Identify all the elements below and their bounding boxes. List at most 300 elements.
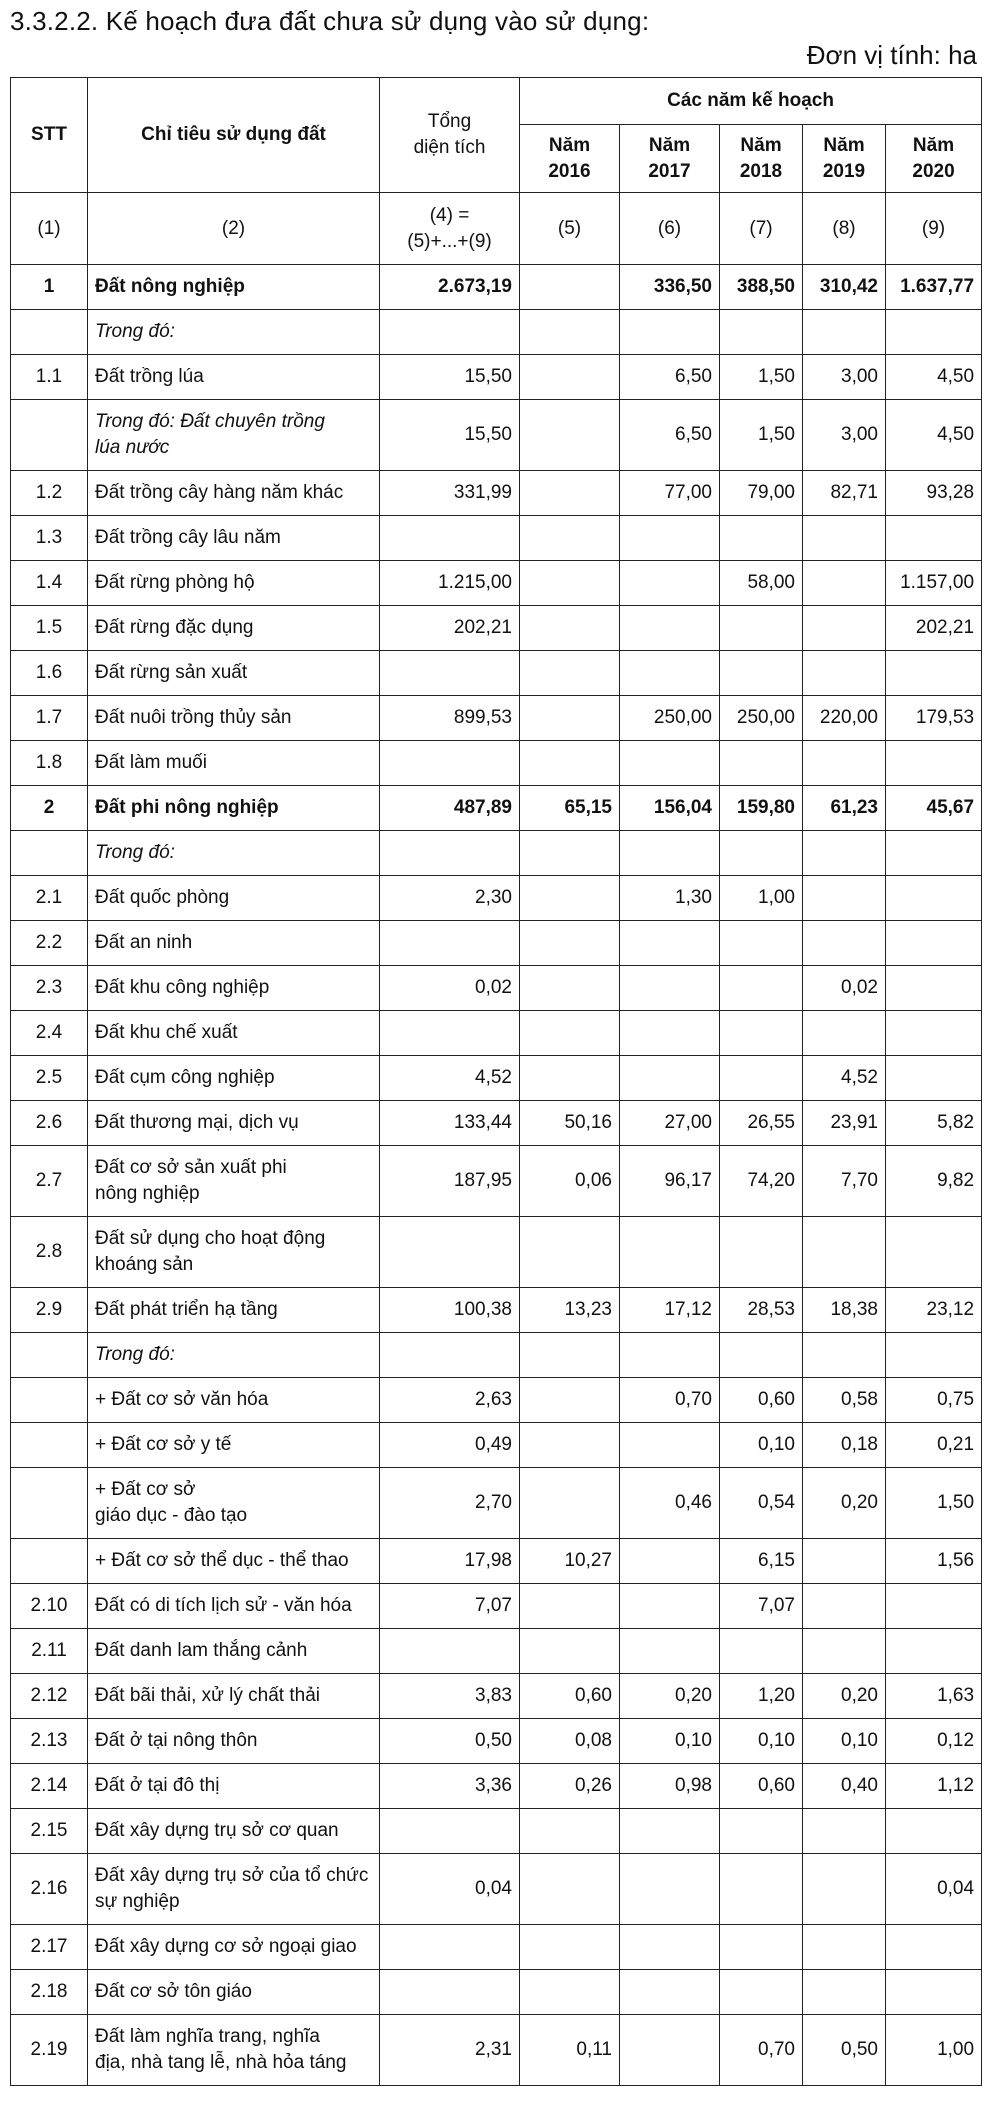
year-cell-2016 <box>520 1468 620 1539</box>
year-cell-2017 <box>620 831 720 876</box>
table-row <box>11 1011 982 1056</box>
table-row <box>11 1333 982 1378</box>
year-cell-2017: 6,50 <box>620 355 720 400</box>
indicator-cell: + Đất cơ sở y tế <box>88 1423 380 1468</box>
year-cell-2020 <box>886 831 982 876</box>
total-cell: 899,53 <box>380 696 520 741</box>
year-cell-2016 <box>520 1925 620 1970</box>
section-heading: 3.3.2.2. Kế hoạch đưa đất chưa sử dụng vào sử dụng: <box>10 6 650 36</box>
index-cell: (7) <box>720 193 803 265</box>
year-cell-2020 <box>886 921 982 966</box>
stt-cell <box>11 310 88 355</box>
year-cell-2020 <box>886 1584 982 1629</box>
indicator-cell: Đất quốc phòng <box>88 876 380 921</box>
year-cell-2018: 0,10 <box>720 1423 803 1468</box>
year-cell-2017 <box>620 1925 720 1970</box>
header-year-2017: Năm 2017 <box>620 125 720 193</box>
stt-cell: 2.4 <box>11 1011 88 1056</box>
year-cell-2018 <box>720 516 803 561</box>
year-cell-2016: 0,11 <box>520 2015 620 2086</box>
total-cell: 331,99 <box>380 471 520 516</box>
year-cell-2018: 7,07 <box>720 1584 803 1629</box>
total-cell: 2,30 <box>380 876 520 921</box>
table-row <box>11 471 982 516</box>
table-row <box>11 831 982 876</box>
year-cell-2019: 0,20 <box>803 1468 886 1539</box>
stt-cell: 2.7 <box>11 1146 88 1217</box>
total-cell <box>380 651 520 696</box>
stt-cell: 1.7 <box>11 696 88 741</box>
year-cell-2018: 1,50 <box>720 355 803 400</box>
year-cell-2020 <box>886 1056 982 1101</box>
year-cell-2016: 10,27 <box>520 1539 620 1584</box>
year-cell-2018 <box>720 741 803 786</box>
year-cell-2019: 3,00 <box>803 355 886 400</box>
table-row <box>11 516 982 561</box>
year-cell-2020 <box>886 1809 982 1854</box>
year-cell-2017 <box>620 921 720 966</box>
year-cell-2017 <box>620 606 720 651</box>
year-cell-2019: 7,70 <box>803 1146 886 1217</box>
year-cell-2018: 74,20 <box>720 1146 803 1217</box>
year-cell-2017: 6,50 <box>620 400 720 471</box>
indicator-cell: Đất xây dựng cơ sở ngoại giao <box>88 1925 380 1970</box>
year-cell-2018: 0,10 <box>720 1719 803 1764</box>
year-cell-2017: 27,00 <box>620 1101 720 1146</box>
year-cell-2019: 23,91 <box>803 1101 886 1146</box>
indicator-cell: Đất phát triển hạ tầng <box>88 1288 380 1333</box>
table-row <box>11 561 982 606</box>
indicator-cell: Đất sử dụng cho hoạt động khoáng sản <box>88 1217 380 1288</box>
year-cell-2017: 0,70 <box>620 1378 720 1423</box>
total-cell: 15,50 <box>380 400 520 471</box>
year-cell-2020 <box>886 651 982 696</box>
year-cell-2018 <box>720 606 803 651</box>
year-cell-2019 <box>803 1333 886 1378</box>
year-cell-2019: 0,02 <box>803 966 886 1011</box>
year-cell-2017 <box>620 1629 720 1674</box>
stt-cell: 2.8 <box>11 1217 88 1288</box>
table-row <box>11 265 982 310</box>
year-cell-2020: 1.157,00 <box>886 561 982 606</box>
table-row <box>11 355 982 400</box>
year-cell-2019 <box>803 1011 886 1056</box>
header-total <box>380 78 520 193</box>
table-row <box>11 1101 982 1146</box>
year-cell-2017: 250,00 <box>620 696 720 741</box>
stt-cell: 2.5 <box>11 1056 88 1101</box>
total-cell <box>380 741 520 786</box>
year-cell-2018 <box>720 1970 803 2015</box>
year-cell-2019: 0,20 <box>803 1674 886 1719</box>
year-cell-2018 <box>720 1056 803 1101</box>
stt-cell: 2.6 <box>11 1101 88 1146</box>
indicator-cell: Đất rừng đặc dụng <box>88 606 380 651</box>
year-cell-2018 <box>720 966 803 1011</box>
index-row <box>11 193 982 265</box>
year-cell-2018 <box>720 1809 803 1854</box>
year-cell-2016: 13,23 <box>520 1288 620 1333</box>
table-row <box>11 966 982 1011</box>
year-cell-2018: 6,15 <box>720 1539 803 1584</box>
header-plan-years: Các năm kế hoạch <box>520 78 982 125</box>
indicator-cell: Đất làm muối <box>88 741 380 786</box>
year-cell-2019 <box>803 876 886 921</box>
total-cell: 7,07 <box>380 1584 520 1629</box>
indicator-cell: Đất nông nghiệp <box>88 265 380 310</box>
stt-cell <box>11 1539 88 1584</box>
total-cell: 133,44 <box>380 1101 520 1146</box>
year-cell-2019 <box>803 1539 886 1584</box>
year-cell-2020: 23,12 <box>886 1288 982 1333</box>
table-row <box>11 1378 982 1423</box>
total-cell: 202,21 <box>380 606 520 651</box>
year-cell-2018 <box>720 921 803 966</box>
table-row <box>11 1468 982 1539</box>
total-cell: 2,31 <box>380 2015 520 2086</box>
table-row <box>11 651 982 696</box>
year-cell-2017: 17,12 <box>620 1288 720 1333</box>
year-cell-2020 <box>886 741 982 786</box>
stt-cell: 2.16 <box>11 1854 88 1925</box>
indicator-cell: Đất có di tích lịch sử - văn hóa <box>88 1584 380 1629</box>
year-cell-2019 <box>803 1629 886 1674</box>
total-cell: 0,50 <box>380 1719 520 1764</box>
indicator-cell: Đất làm nghĩa trang, nghĩa địa, nhà tang lễ, nhà hỏa táng <box>88 2015 380 2086</box>
indicator-cell: Đất ở tại đô thị <box>88 1764 380 1809</box>
stt-cell <box>11 1378 88 1423</box>
stt-cell: 1.3 <box>11 516 88 561</box>
year-cell-2017 <box>620 1854 720 1925</box>
table-row <box>11 1970 982 2015</box>
index-cell: (8) <box>803 193 886 265</box>
year-cell-2017 <box>620 1217 720 1288</box>
header-year-2016: Năm 2016 <box>520 125 620 193</box>
year-cell-2016: 0,60 <box>520 1674 620 1719</box>
indicator-cell: Đất xây dựng trụ sở của tổ chức sự nghiệp <box>88 1854 380 1925</box>
table-row <box>11 1925 982 1970</box>
year-cell-2020: 5,82 <box>886 1101 982 1146</box>
stt-cell: 2.10 <box>11 1584 88 1629</box>
year-cell-2016 <box>520 1809 620 1854</box>
year-cell-2017 <box>620 2015 720 2086</box>
year-cell-2018: 0,54 <box>720 1468 803 1539</box>
index-cell: (5) <box>520 193 620 265</box>
year-cell-2018: 1,20 <box>720 1674 803 1719</box>
year-cell-2016 <box>520 1011 620 1056</box>
total-cell <box>380 1217 520 1288</box>
table-row <box>11 2015 982 2086</box>
year-cell-2020 <box>886 876 982 921</box>
year-cell-2019: 82,71 <box>803 471 886 516</box>
year-cell-2020: 179,53 <box>886 696 982 741</box>
total-cell: 0,49 <box>380 1423 520 1468</box>
year-cell-2018: 0,60 <box>720 1764 803 1809</box>
total-cell <box>380 310 520 355</box>
year-cell-2018: 28,53 <box>720 1288 803 1333</box>
total-cell: 487,89 <box>380 786 520 831</box>
table-row <box>11 606 982 651</box>
year-cell-2017: 96,17 <box>620 1146 720 1217</box>
year-cell-2016 <box>520 1629 620 1674</box>
year-cell-2017 <box>620 1423 720 1468</box>
year-cell-2016 <box>520 966 620 1011</box>
year-cell-2017 <box>620 1056 720 1101</box>
year-cell-2018: 58,00 <box>720 561 803 606</box>
total-cell <box>380 1629 520 1674</box>
year-cell-2017: 0,98 <box>620 1764 720 1809</box>
year-cell-2019 <box>803 1217 886 1288</box>
year-cell-2019 <box>803 1809 886 1854</box>
total-cell: 0,04 <box>380 1854 520 1925</box>
table-row <box>11 400 982 471</box>
table-row <box>11 1056 982 1101</box>
year-cell-2017 <box>620 1011 720 1056</box>
table-row <box>11 921 982 966</box>
stt-cell: 2.11 <box>11 1629 88 1674</box>
year-cell-2020: 202,21 <box>886 606 982 651</box>
year-cell-2016 <box>520 606 620 651</box>
table-row <box>11 1809 982 1854</box>
stt-cell: 1.1 <box>11 355 88 400</box>
year-cell-2017 <box>620 310 720 355</box>
year-cell-2017: 0,20 <box>620 1674 720 1719</box>
indicator-cell: + Đất cơ sở văn hóa <box>88 1378 380 1423</box>
year-cell-2020 <box>886 966 982 1011</box>
year-cell-2020: 0,21 <box>886 1423 982 1468</box>
year-cell-2020: 4,50 <box>886 400 982 471</box>
total-cell: 1.215,00 <box>380 561 520 606</box>
total-cell <box>380 516 520 561</box>
header-row <box>11 78 982 125</box>
year-cell-2018: 0,70 <box>720 2015 803 2086</box>
year-cell-2017 <box>620 561 720 606</box>
year-cell-2019 <box>803 741 886 786</box>
stt-cell <box>11 400 88 471</box>
year-cell-2019: 0,18 <box>803 1423 886 1468</box>
year-cell-2016: 65,15 <box>520 786 620 831</box>
year-cell-2017: 336,50 <box>620 265 720 310</box>
stt-cell: 1 <box>11 265 88 310</box>
table-row <box>11 786 982 831</box>
stt-cell: 2 <box>11 786 88 831</box>
year-cell-2018: 0,60 <box>720 1378 803 1423</box>
total-cell <box>380 1333 520 1378</box>
year-cell-2019: 0,50 <box>803 2015 886 2086</box>
indicator-cell: + Đất cơ sở thể dục - thể thao <box>88 1539 380 1584</box>
indicator-cell: Trong đó: Đất chuyên trồng lúa nước <box>88 400 380 471</box>
indicator-cell: Trong đó: <box>88 1333 380 1378</box>
year-cell-2019 <box>803 1584 886 1629</box>
stt-cell <box>11 1468 88 1539</box>
year-cell-2020: 1,12 <box>886 1764 982 1809</box>
total-cell: 17,98 <box>380 1539 520 1584</box>
indicator-cell: Đất xây dựng trụ sở cơ quan <box>88 1809 380 1854</box>
stt-cell <box>11 1423 88 1468</box>
year-cell-2019: 4,52 <box>803 1056 886 1101</box>
year-cell-2017: 0,46 <box>620 1468 720 1539</box>
total-cell <box>380 921 520 966</box>
year-cell-2018: 1,00 <box>720 876 803 921</box>
year-cell-2020 <box>886 1629 982 1674</box>
header-year-2019: Năm 2019 <box>803 125 886 193</box>
year-cell-2019: 0,40 <box>803 1764 886 1809</box>
stt-cell: 2.2 <box>11 921 88 966</box>
year-cell-2019: 61,23 <box>803 786 886 831</box>
total-cell: 4,52 <box>380 1056 520 1101</box>
year-cell-2016 <box>520 400 620 471</box>
table-row <box>11 696 982 741</box>
indicator-cell: Đất ở tại nông thôn <box>88 1719 380 1764</box>
year-cell-2016: 0,06 <box>520 1146 620 1217</box>
indicator-cell: Đất khu chế xuất <box>88 1011 380 1056</box>
stt-cell: 1.6 <box>11 651 88 696</box>
land-use-plan-table <box>10 77 982 2086</box>
year-cell-2016 <box>520 1423 620 1468</box>
indicator-cell: Đất bãi thải, xử lý chất thải <box>88 1674 380 1719</box>
header-year-2020: Năm 2020 <box>886 125 982 193</box>
indicator-cell: Đất cơ sở tôn giáo <box>88 1970 380 2015</box>
year-cell-2017 <box>620 1809 720 1854</box>
year-cell-2020 <box>886 1217 982 1288</box>
table-row <box>11 741 982 786</box>
year-cell-2020 <box>886 516 982 561</box>
table-row <box>11 1854 982 1925</box>
year-cell-2016 <box>520 1854 620 1925</box>
year-cell-2019 <box>803 831 886 876</box>
stt-cell: 2.12 <box>11 1674 88 1719</box>
index-cell: (1) <box>11 193 88 265</box>
stt-cell: 1.4 <box>11 561 88 606</box>
index-cell: (6) <box>620 193 720 265</box>
indicator-cell: Đất cụm công nghiệp <box>88 1056 380 1101</box>
year-cell-2020: 0,12 <box>886 1719 982 1764</box>
year-cell-2016 <box>520 561 620 606</box>
table-row <box>11 876 982 921</box>
year-cell-2019 <box>803 1925 886 1970</box>
stt-cell: 2.17 <box>11 1925 88 1970</box>
year-cell-2019: 220,00 <box>803 696 886 741</box>
stt-cell <box>11 1333 88 1378</box>
stt-cell: 2.18 <box>11 1970 88 2015</box>
total-cell: 15,50 <box>380 355 520 400</box>
stt-cell: 2.1 <box>11 876 88 921</box>
year-cell-2018: 250,00 <box>720 696 803 741</box>
year-cell-2016 <box>520 355 620 400</box>
year-cell-2016 <box>520 1378 620 1423</box>
table-row <box>11 1288 982 1333</box>
stt-cell: 1.5 <box>11 606 88 651</box>
year-cell-2020 <box>886 310 982 355</box>
header-year-2018: Năm 2018 <box>720 125 803 193</box>
indicator-cell: Đất trồng lúa <box>88 355 380 400</box>
year-cell-2016 <box>520 876 620 921</box>
indicator-cell: Đất phi nông nghiệp <box>88 786 380 831</box>
year-cell-2016 <box>520 921 620 966</box>
table-row <box>11 1423 982 1468</box>
year-cell-2017 <box>620 741 720 786</box>
total-cell <box>380 1809 520 1854</box>
indicator-cell: Trong đó: <box>88 831 380 876</box>
year-cell-2020 <box>886 1333 982 1378</box>
indicator-cell: Đất nuôi trồng thủy sản <box>88 696 380 741</box>
year-cell-2020 <box>886 1011 982 1056</box>
stt-cell: 2.3 <box>11 966 88 1011</box>
year-cell-2019 <box>803 606 886 651</box>
stt-cell: 1.2 <box>11 471 88 516</box>
total-cell: 2.673,19 <box>380 265 520 310</box>
indicator-cell: Đất rừng phòng hộ <box>88 561 380 606</box>
year-cell-2016 <box>520 696 620 741</box>
year-cell-2019 <box>803 1970 886 2015</box>
indicator-cell: Đất thương mại, dịch vụ <box>88 1101 380 1146</box>
year-cell-2016 <box>520 831 620 876</box>
table-row <box>11 1674 982 1719</box>
year-cell-2016 <box>520 1584 620 1629</box>
year-cell-2020 <box>886 1970 982 2015</box>
stt-cell: 2.15 <box>11 1809 88 1854</box>
year-cell-2018: 26,55 <box>720 1101 803 1146</box>
year-cell-2020: 9,82 <box>886 1146 982 1217</box>
year-cell-2018: 159,80 <box>720 786 803 831</box>
year-cell-2017 <box>620 1539 720 1584</box>
indicator-cell: Trong đó: <box>88 310 380 355</box>
year-cell-2020: 1.637,77 <box>886 265 982 310</box>
total-cell: 2,70 <box>380 1468 520 1539</box>
year-cell-2018: 388,50 <box>720 265 803 310</box>
table-row <box>11 1629 982 1674</box>
year-cell-2019 <box>803 651 886 696</box>
year-cell-2016 <box>520 651 620 696</box>
total-cell: 3,36 <box>380 1764 520 1809</box>
year-cell-2020: 1,63 <box>886 1674 982 1719</box>
stt-cell: 2.9 <box>11 1288 88 1333</box>
total-cell: 100,38 <box>380 1288 520 1333</box>
total-cell <box>380 831 520 876</box>
stt-cell: 2.13 <box>11 1719 88 1764</box>
year-cell-2018 <box>720 1925 803 1970</box>
year-cell-2019: 18,38 <box>803 1288 886 1333</box>
unit-label: Đơn vị tính: ha <box>806 40 977 70</box>
indicator-cell: Đất trồng cây lâu năm <box>88 516 380 561</box>
year-cell-2016: 0,26 <box>520 1764 620 1809</box>
year-cell-2018 <box>720 1217 803 1288</box>
year-cell-2019 <box>803 921 886 966</box>
header-stt: STT <box>11 78 88 193</box>
total-cell <box>380 1011 520 1056</box>
total-cell: 2,63 <box>380 1378 520 1423</box>
year-cell-2018: 1,50 <box>720 400 803 471</box>
total-cell: 0,02 <box>380 966 520 1011</box>
year-cell-2016 <box>520 741 620 786</box>
stt-cell <box>11 831 88 876</box>
year-cell-2019 <box>803 1854 886 1925</box>
table-row <box>11 1539 982 1584</box>
year-cell-2018 <box>720 1011 803 1056</box>
year-cell-2017 <box>620 1333 720 1378</box>
year-cell-2018 <box>720 310 803 355</box>
year-cell-2017 <box>620 1584 720 1629</box>
year-cell-2019 <box>803 561 886 606</box>
stt-cell: 2.14 <box>11 1764 88 1809</box>
year-cell-2016: 50,16 <box>520 1101 620 1146</box>
index-cell: (4) = (5)+...+(9) <box>380 193 520 265</box>
index-cell: (9) <box>886 193 982 265</box>
year-cell-2016 <box>520 310 620 355</box>
year-cell-2017 <box>620 516 720 561</box>
stt-cell: 2.19 <box>11 2015 88 2086</box>
year-cell-2020 <box>886 1925 982 1970</box>
